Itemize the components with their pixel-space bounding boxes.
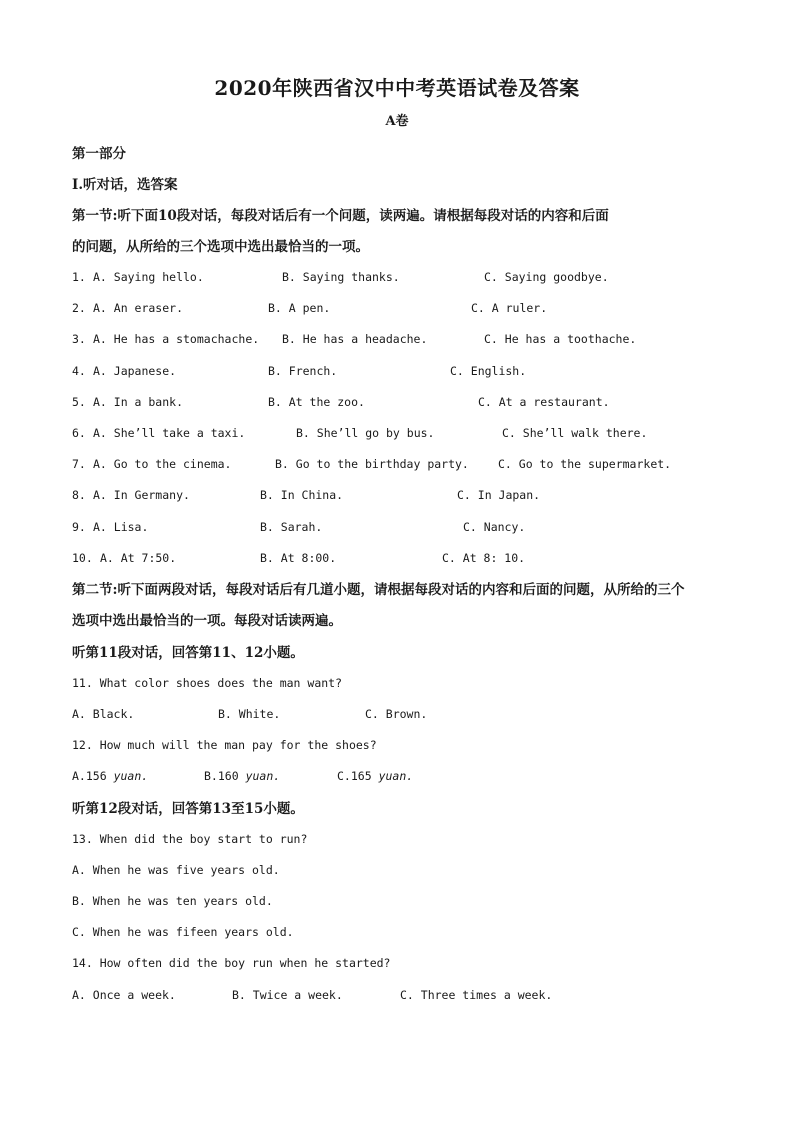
question-stem: 11. What color shoes does the man want? — [72, 676, 343, 690]
option-c: C. At a restaurant. — [478, 395, 610, 409]
question-number: 8. — [72, 488, 86, 502]
option-c: C. Three times a week. — [400, 988, 553, 1002]
question-number: 10. — [72, 551, 93, 565]
option-b: B. Twice a week. — [232, 988, 343, 1002]
question-number: 1. — [72, 270, 86, 284]
option-b-amount: B.160 — [204, 769, 239, 783]
option-b: B. He has a headache. — [282, 332, 428, 346]
option-b: B. A pen. — [268, 301, 331, 315]
option-a: A. In Germany. — [93, 488, 190, 502]
option-b: B. Sarah. — [260, 520, 323, 534]
option-c: C. In Japan. — [457, 488, 541, 502]
question-stem: 12. How much will the man pay for the shoes? — [72, 738, 377, 752]
section1-instructions-line1: 第一节:听下面10段对话，每段对话后有一个问题，读两遍。请根据每段对话的内容和后面 — [72, 208, 609, 224]
question-number: 2. — [72, 301, 86, 315]
option-a: A. An eraser. — [93, 301, 184, 315]
option-c — [337, 769, 413, 783]
option-b: B. Saying thanks. — [282, 270, 400, 284]
option-a: A. Japanese. — [93, 364, 177, 378]
option-b: B. When he was ten years old. — [72, 894, 273, 908]
option-c: C. Go to the supermarket. — [498, 457, 672, 471]
option-a: A. Once a week. — [72, 988, 176, 1002]
option-a: A. When he was five years old. — [72, 863, 280, 877]
option-b: B. At 8:00. — [260, 551, 337, 565]
dialog-heading: 听第11段对话，回答第11、12小题。 — [72, 645, 304, 661]
option-a: A. Lisa. — [93, 520, 149, 534]
option-c: C. When he was fifeen years old. — [72, 925, 294, 939]
section1-instructions-line2: 的问题，从所给的三个选项中选出最恰当的一项。 — [72, 239, 369, 255]
option-a: A. In a bank. — [93, 395, 184, 409]
question-number: 9. — [72, 520, 86, 534]
question-number: 7. — [72, 457, 86, 471]
option-c: C. English. — [450, 364, 527, 378]
option-b: B. Go to the birthday party. — [275, 457, 469, 471]
dialog-heading: 听第12段对话，回答第13至15小题。 — [72, 801, 304, 817]
currency-unit: yuan. — [245, 769, 281, 783]
option-b: B. French. — [268, 364, 338, 378]
option-b: B. She’ll go by bus. — [296, 426, 435, 440]
question-number: 6. — [72, 426, 86, 440]
option-b: B. In China. — [260, 488, 344, 502]
option-c: C. Saying goodbye. — [484, 270, 609, 284]
option-a: A. He has a stomachache. — [93, 332, 260, 346]
option-b: B. At the zoo. — [268, 395, 365, 409]
question-number: 4. — [72, 364, 86, 378]
option-a: A. She’ll take a taxi. — [93, 426, 246, 440]
question-number: 3. — [72, 332, 86, 346]
question-stem: 13. When did the boy start to run? — [72, 832, 308, 846]
part-heading: 第一部分 — [72, 146, 126, 162]
currency-unit: yuan. — [113, 769, 149, 783]
currency-unit: yuan. — [378, 769, 414, 783]
option-c: C. Brown. — [365, 707, 428, 721]
option-c-amount: C.165 — [337, 769, 372, 783]
option-a: A. Go to the cinema. — [93, 457, 232, 471]
option-c: C. She’ll walk there. — [502, 426, 648, 440]
option-c: C. At 8: 10. — [442, 551, 526, 565]
option-c: C. He has a toothache. — [484, 332, 637, 346]
option-a: A. Saying hello. — [93, 270, 204, 284]
question-number: 5. — [72, 395, 86, 409]
option-b: B. White. — [218, 707, 281, 721]
section2-instructions-line2: 选项中选出最恰当的一项。每段对话读两遍。 — [72, 613, 342, 629]
question-stem: 14. How often did the boy run when he started? — [72, 956, 391, 970]
page-title: 2020年陕西省汉中中考英语试卷及答案 — [214, 76, 580, 100]
option-a-amount: A.156 — [72, 769, 107, 783]
option-a — [72, 769, 148, 783]
paper-subtitle: A卷 — [385, 114, 409, 129]
section-heading: I.听对话，选答案 — [72, 177, 178, 193]
option-a: A. Black. — [72, 707, 135, 721]
option-a: A. At 7:50. — [100, 551, 177, 565]
option-b — [204, 769, 280, 783]
section2-instructions-line1: 第二节:听下面两段对话，每段对话后有几道小题，请根据每段对话的内容和后面的问题，从所给的三个 — [72, 582, 685, 598]
option-c: C. A ruler. — [471, 301, 548, 315]
option-c: C. Nancy. — [463, 520, 526, 534]
